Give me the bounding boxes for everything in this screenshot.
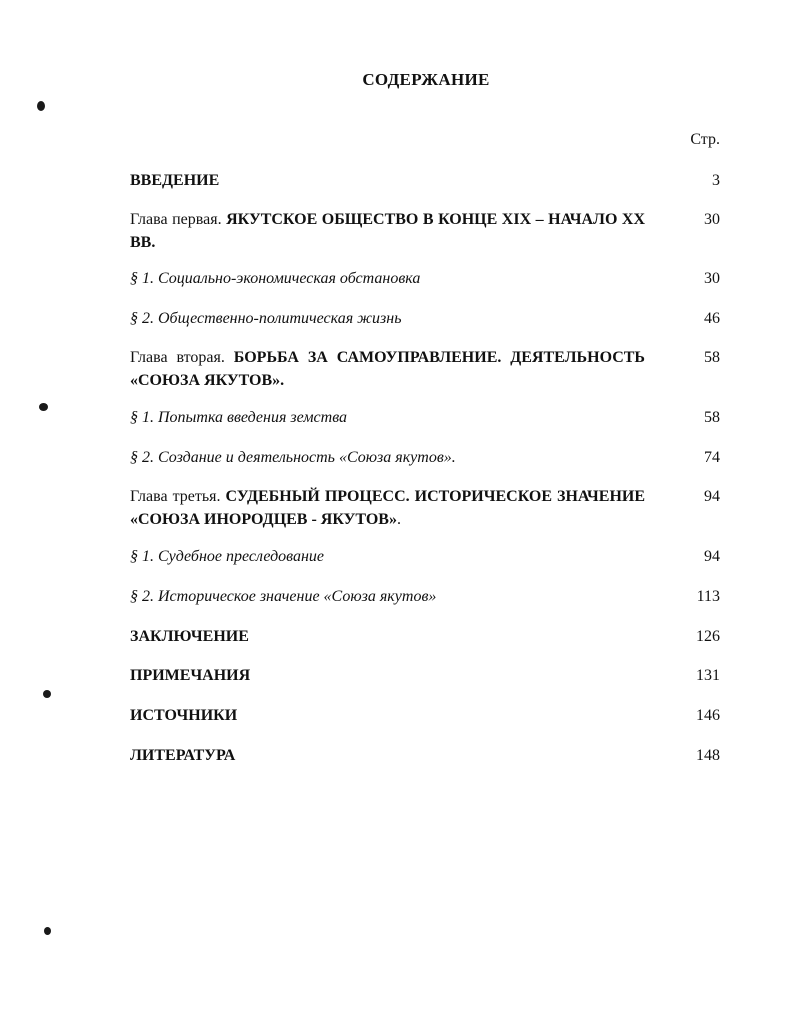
chapter-title-period: . (396, 511, 401, 528)
toc-page-number: 30 (704, 211, 720, 228)
toc-page-number: 126 (696, 628, 720, 645)
chapter-prefix: Глава вторая. (130, 349, 225, 366)
toc-entry-text: ЛИТЕРАТУРА (130, 747, 236, 764)
toc-entry-introduction[interactable] (130, 169, 720, 192)
toc-entry-chapter-1[interactable] (130, 208, 720, 254)
toc-entry-text: ВВЕДЕНИЕ (130, 172, 220, 189)
toc-page-number: 58 (704, 409, 720, 426)
page-title: СОДЕРЖАНИЕ (362, 70, 490, 89)
toc-entry-literature[interactable] (130, 744, 720, 767)
toc-entry-section-3-1[interactable] (130, 545, 720, 568)
scan-speck (37, 101, 45, 111)
toc-page-number: 74 (704, 449, 720, 466)
toc-entry-section-1-2[interactable] (130, 307, 720, 330)
toc-page-number: 131 (696, 667, 720, 684)
toc-entry-text: § 1. Судебное преследование (130, 548, 325, 565)
toc-entry-text: СУДЕБНЫЙ ПРОЦЕСС. ИСТОРИЧЕСКОЕ ЗНАЧЕНИЕ «СОЮЗА ИНОРОДЦЕВ - ЯКУТОВ» (130, 488, 646, 528)
toc-entry-text: § 2. Общественно-политическая жизнь (130, 310, 402, 327)
toc-entry-text: БОРЬБА ЗА САМОУПРАВЛЕНИЕ. ДЕЯТЕЛЬНОСТЬ «СОЮЗА ЯКУТОВ». (130, 349, 646, 389)
toc-entry-text: ЗАКЛЮЧЕНИЕ (130, 628, 249, 645)
toc-entry-section-2-1[interactable] (130, 406, 720, 429)
toc-entry-text: ЯКУТСКОЕ ОБЩЕСТВО В КОНЦЕ XIX – НАЧАЛО XX ВВ. (130, 211, 646, 251)
toc-page-number: 30 (704, 270, 720, 287)
toc-entry-text: § 2. Историческое значение «Союза якутов» (130, 588, 437, 605)
page-column-label: Стр. (690, 131, 720, 148)
toc-entry-text: ИСТОЧНИКИ (130, 707, 238, 724)
toc-entry-text: ПРИМЕЧАНИЯ (130, 667, 251, 684)
toc-page-number: 113 (696, 588, 720, 605)
toc-entry-sources[interactable] (130, 704, 720, 727)
toc-entry-text: § 1. Социально-экономическая обстановка (130, 270, 421, 287)
toc-page-number: 94 (704, 548, 720, 565)
toc-page-number: 94 (704, 488, 720, 505)
toc-entry-notes[interactable] (130, 664, 720, 687)
scan-speck (43, 690, 51, 698)
toc-page-number: 58 (704, 349, 720, 366)
chapter-prefix: Глава третья. (130, 488, 221, 505)
scan-speck (39, 403, 48, 411)
toc-entry-chapter-3[interactable] (130, 485, 720, 531)
toc-entry-section-3-2[interactable] (130, 585, 720, 608)
scan-speck (44, 927, 51, 935)
toc-entry-conclusion[interactable] (130, 625, 720, 648)
toc-page-number: 3 (712, 172, 720, 189)
toc-entry-text: § 2. Создание и деятельность «Союза якутов». (130, 449, 456, 466)
toc-entry-section-1-1[interactable] (130, 267, 720, 290)
toc-page-number: 146 (696, 707, 720, 724)
toc-entry-text: § 1. Попытка введения земства (130, 409, 348, 426)
toc-page-number: 46 (704, 310, 720, 327)
toc-page-number: 148 (696, 747, 720, 764)
chapter-prefix: Глава первая. (130, 211, 222, 228)
toc-entry-chapter-2[interactable] (130, 346, 720, 392)
toc-entry-section-2-2[interactable] (130, 446, 720, 469)
